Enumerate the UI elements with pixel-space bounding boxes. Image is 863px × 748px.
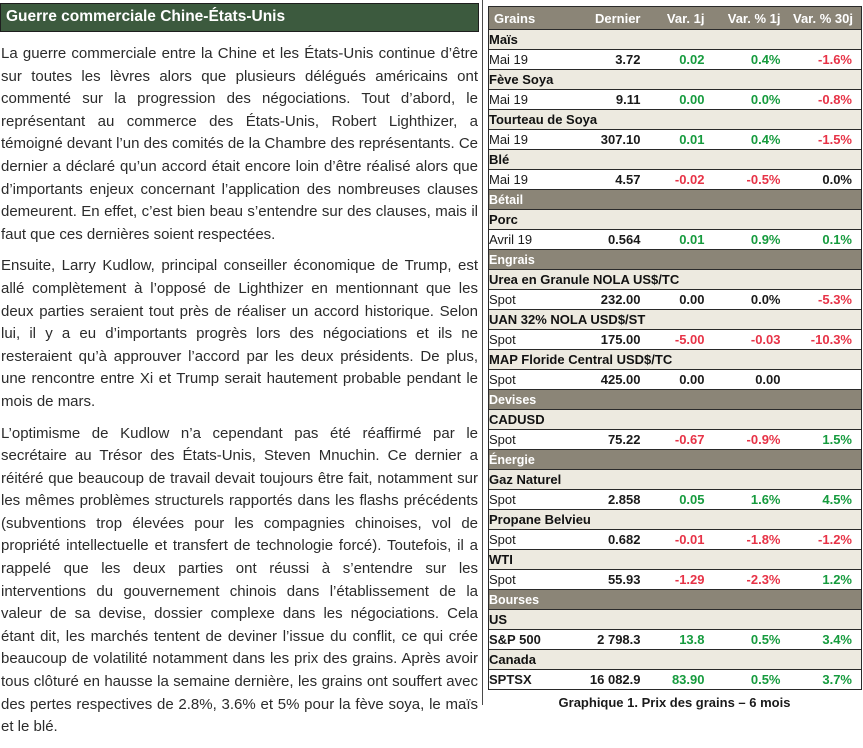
value-var-1j: -1.29 <box>641 570 705 590</box>
subsection-label: Canada <box>489 650 862 670</box>
data-row <box>489 570 862 590</box>
chart-caption: Graphique 1. Prix des grains – 6 mois <box>558 695 791 710</box>
row-label: Avril 19 <box>489 230 579 250</box>
subsection-label: Tourteau de Soya <box>489 110 862 130</box>
header-var-pct-1j: Var. % 1j <box>705 7 781 30</box>
data-row <box>489 370 862 390</box>
subsection-row <box>489 550 862 570</box>
value-var-pct-30j: -10.3% <box>781 330 862 350</box>
subsection-row <box>489 70 862 90</box>
subsection-row <box>489 150 862 170</box>
article-body <box>0 32 479 739</box>
value-var-pct-30j: -1.6% <box>781 50 862 70</box>
data-row <box>489 130 862 150</box>
subsection-label: WTI <box>489 550 862 570</box>
data-row <box>489 430 862 450</box>
value-dernier: 0.564 <box>579 230 641 250</box>
value-var-1j: 0.00 <box>641 290 705 310</box>
header-var-1j: Var. 1j <box>641 7 705 30</box>
value-dernier: 3.72 <box>579 50 641 70</box>
subsection-label: Maïs <box>489 30 862 50</box>
row-label: Spot <box>489 530 579 550</box>
value-dernier: 425.00 <box>579 370 641 390</box>
subsection-row <box>489 30 862 50</box>
value-dernier: 232.00 <box>579 290 641 310</box>
row-label: Spot <box>489 570 579 590</box>
subsection-label: Porc <box>489 210 862 230</box>
row-label: Spot <box>489 430 579 450</box>
value-dernier: 16 082.9 <box>579 670 641 690</box>
subsection-label: CADUSD <box>489 410 862 430</box>
subsection-row <box>489 210 862 230</box>
subsection-label: Gaz Naturel <box>489 470 862 490</box>
value-var-1j: 0.02 <box>641 50 705 70</box>
article-paragraph-3: L’optimisme de Kudlow n’a cependant pas été réaffirmé par le secrétaire au Trésor des États-Unis, Steven Mnuchin. Ce dernier a réitéré que beaucoup de travail devait toujours être fait, notamment sur les mêmes problèmes structurels rapportés dans les flashs précédents (subventions trop élevées pour les compagnies chinoises, vol de propriété intellectuelle et transfert de technologie forcé). Toutefois, il a rappelé que les deux parties ont réussi à s’entendre sur les interventions du gouvernement chinois dans l’établissement de la valeur de sa devise, dossier complexe dans les négociations. Cela étant dit, les marchés tentent de deviner l’issue du conflit, ce qui crée beaucoup de volatilité notamment dans les prix des grains. Après avoir tous clôturé en hausse la semaine dernière, les grains ont souffert avec des pertes respectives de 2.8%, 3.6% et 5% pour la fève soya, le maïs et le blé. <box>1 424 478 736</box>
value-var-pct-30j <box>781 370 862 390</box>
value-var-1j: -0.01 <box>641 530 705 550</box>
section-label: Engrais <box>489 250 862 270</box>
subsection-row <box>489 650 862 670</box>
row-label: Mai 19 <box>489 90 579 110</box>
value-var-1j: 0.00 <box>641 90 705 110</box>
row-label: Spot <box>489 490 579 510</box>
value-var-1j: -0.02 <box>641 170 705 190</box>
data-row <box>489 530 862 550</box>
value-var-1j: -5.00 <box>641 330 705 350</box>
row-label: Spot <box>489 290 579 310</box>
value-var-pct-1j: -0.5% <box>705 170 781 190</box>
value-dernier: 0.682 <box>579 530 641 550</box>
subsection-label: MAP Floride Central USD$/TC <box>489 350 862 370</box>
value-var-pct-30j: 1.2% <box>781 570 862 590</box>
subsection-row <box>489 350 862 370</box>
value-var-pct-1j: 0.9% <box>705 230 781 250</box>
section-label: Devises <box>489 390 862 410</box>
subsection-label: US <box>489 610 862 630</box>
value-var-1j: 13.8 <box>641 630 705 650</box>
data-row <box>489 50 862 70</box>
article-paragraph-1: La guerre commerciale entre la Chine et les États-Unis continue d’être sur toutes les lèvres alors que plusieurs délégués américains ont commenté sur la progression des négociations. Tout d’abord, le représentant au commerce des États-Unis, Robert Lighthizer, a témoigné devant l’un des comités de la Chambre des représentants. Ce dernier a déclaré qu’un accord était encore loin d’être réalisé alors que d’importants enjeux concernant l’application des nombreuses clauses demeurent. En effet, c’est bien beau s’entendre sur des clauses, mais il faut que ces dernières soient respectées. <box>1 45 478 243</box>
subsection-row <box>489 270 862 290</box>
row-label: S&P 500 <box>489 630 579 650</box>
subsection-row <box>489 510 862 530</box>
value-dernier: 2 798.3 <box>579 630 641 650</box>
value-var-pct-1j: 0.4% <box>705 50 781 70</box>
value-dernier: 307.10 <box>579 130 641 150</box>
value-var-pct-30j: 3.7% <box>781 670 862 690</box>
value-var-1j: -0.67 <box>641 430 705 450</box>
row-label: Mai 19 <box>489 130 579 150</box>
article-paragraph-2: Ensuite, Larry Kudlow, principal conseiller économique de Trump, est allé complètement à l’opposé de Lighthizer en mentionnant que les deux parties seraient tout près de réaliser un accord historique. Selon lui, il y a eu d’importants progrès lors des négociations et ils ne resteraient qu’à approuver l’accord par les deux présidents. De plus, une rencontre entre Xi et Trump serait hautement probable pendant le mois de mars. <box>1 257 478 410</box>
article-title: Guerre commerciale Chine-États-Unis <box>0 3 479 32</box>
value-var-1j: 83.90 <box>641 670 705 690</box>
value-var-pct-1j: -1.8% <box>705 530 781 550</box>
column-divider <box>482 0 483 705</box>
value-dernier: 75.22 <box>579 430 641 450</box>
header-dernier: Dernier <box>579 7 641 30</box>
row-label: Mai 19 <box>489 50 579 70</box>
value-var-pct-1j: -0.03 <box>705 330 781 350</box>
section-label: Énergie <box>489 450 862 470</box>
subsection-row <box>489 610 862 630</box>
data-row <box>489 330 862 350</box>
header-row <box>489 7 862 30</box>
data-row <box>489 230 862 250</box>
row-label: Spot <box>489 330 579 350</box>
value-dernier: 175.00 <box>579 330 641 350</box>
subsection-label: UAN 32% NOLA USD$/ST <box>489 310 862 330</box>
value-var-pct-1j: 0.0% <box>705 290 781 310</box>
row-label: SPTSX <box>489 670 579 690</box>
value-dernier: 9.11 <box>579 90 641 110</box>
value-dernier: 55.93 <box>579 570 641 590</box>
subsection-row <box>489 470 862 490</box>
data-row <box>489 170 862 190</box>
subsection-label: Propane Belvieu <box>489 510 862 530</box>
section-label: Bourses <box>489 590 862 610</box>
subsection-label: Urea en Granule NOLA US$/TC <box>489 270 862 290</box>
value-var-pct-30j: 3.4% <box>781 630 862 650</box>
header-var-pct-30j: Var. % 30j <box>781 7 862 30</box>
value-var-pct-1j: 1.6% <box>705 490 781 510</box>
value-var-pct-1j: 0.5% <box>705 670 781 690</box>
section-label: Bétail <box>489 190 862 210</box>
value-var-pct-30j: 1.5% <box>781 430 862 450</box>
value-var-pct-1j: 0.00 <box>705 370 781 390</box>
row-label: Mai 19 <box>489 170 579 190</box>
row-label: Spot <box>489 370 579 390</box>
section-row <box>489 190 862 210</box>
value-var-pct-30j: -0.8% <box>781 90 862 110</box>
value-var-pct-1j: -0.9% <box>705 430 781 450</box>
market-table-body <box>489 30 862 690</box>
subsection-row <box>489 110 862 130</box>
value-var-pct-30j: -1.2% <box>781 530 862 550</box>
subsection-row <box>489 410 862 430</box>
market-table <box>488 6 862 690</box>
data-row <box>489 490 862 510</box>
value-dernier: 2.858 <box>579 490 641 510</box>
value-var-1j: 0.05 <box>641 490 705 510</box>
section-row <box>489 250 862 270</box>
data-row <box>489 90 862 110</box>
value-var-pct-30j: -5.3% <box>781 290 862 310</box>
value-var-pct-1j: 0.5% <box>705 630 781 650</box>
value-var-pct-1j: 0.4% <box>705 130 781 150</box>
value-var-pct-1j: 0.0% <box>705 90 781 110</box>
section-row <box>489 590 862 610</box>
section-row <box>489 450 862 470</box>
value-var-pct-30j: 0.1% <box>781 230 862 250</box>
header-grains: Grains <box>489 7 579 30</box>
value-var-pct-30j: 4.5% <box>781 490 862 510</box>
market-panel <box>488 6 861 710</box>
value-var-1j: 0.01 <box>641 230 705 250</box>
subsection-label: Blé <box>489 150 862 170</box>
subsection-row <box>489 310 862 330</box>
data-row <box>489 670 862 690</box>
market-table-header <box>489 7 862 30</box>
value-var-1j: 0.01 <box>641 130 705 150</box>
data-row <box>489 290 862 310</box>
value-var-pct-1j: -2.3% <box>705 570 781 590</box>
data-row <box>489 630 862 650</box>
section-row <box>489 390 862 410</box>
subsection-label: Fève Soya <box>489 70 862 90</box>
value-var-pct-30j: -1.5% <box>781 130 862 150</box>
value-dernier: 4.57 <box>579 170 641 190</box>
value-var-1j: 0.00 <box>641 370 705 390</box>
value-var-pct-30j: 0.0% <box>781 170 862 190</box>
